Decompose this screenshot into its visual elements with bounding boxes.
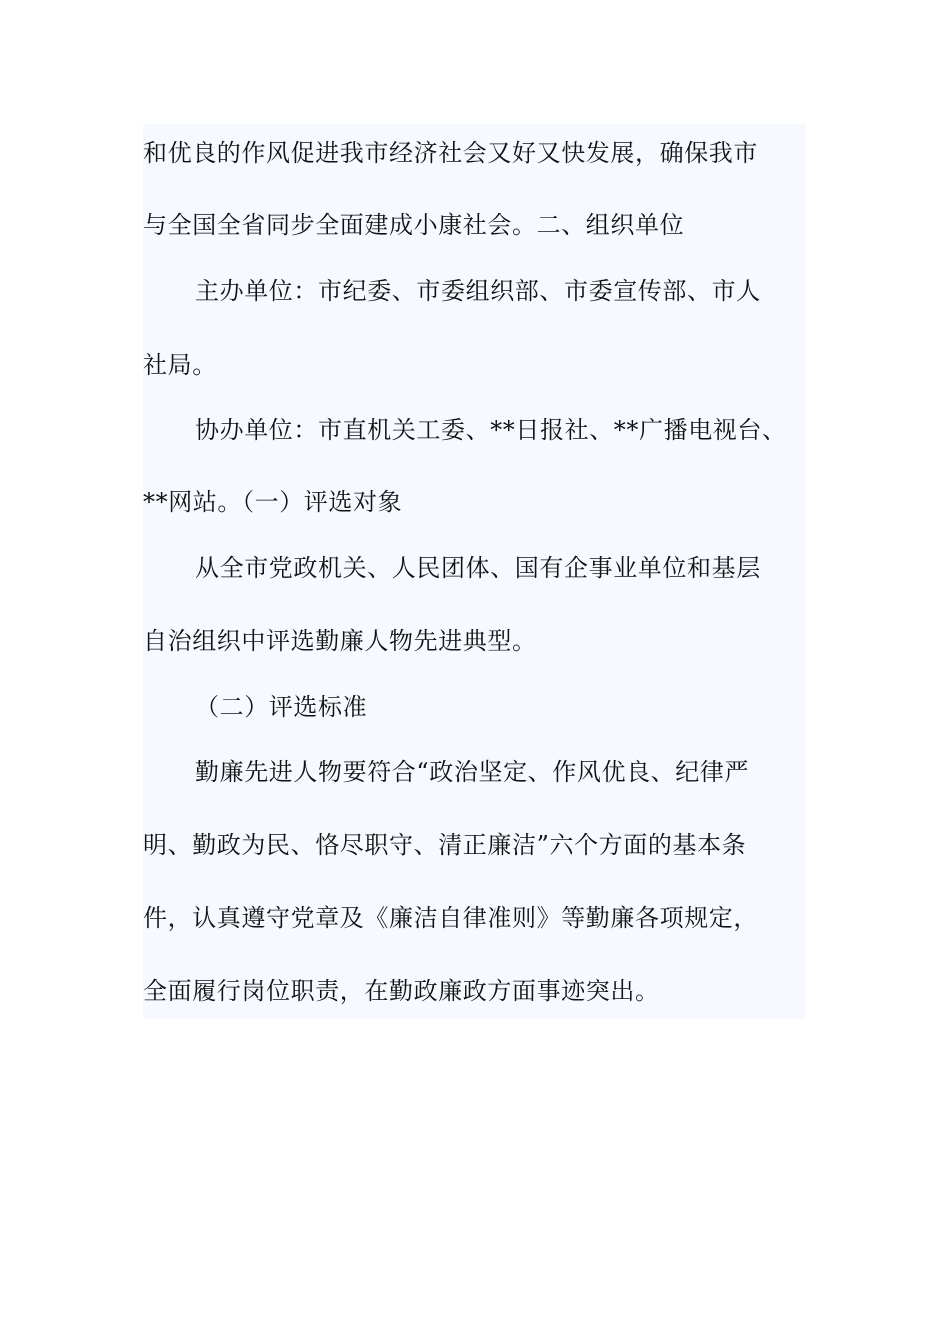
paragraph-line: 明、勤政为民、恪尽职守、清正廉洁”六个方面的基本条 [143,831,747,859]
document-body [143,124,806,1019]
paragraph-line: 社局。 [143,351,217,379]
section-heading: （二）评选标准 [195,693,368,721]
paragraph-line: 勤廉先进人物要符合“政治坚定、作风优良、纪律严 [195,758,750,786]
paragraph-line: 自治组织中评选勤廉人物先进典型。 [143,627,537,655]
paragraph-line: 主办单位：市纪委、市委组织部、市委宣传部、市人 [195,277,761,305]
paragraph-line: 与全国全省同步全面建成小康社会。二、组织单位 [143,211,685,239]
paragraph-line: 件，认真遵守党章及《廉洁自律准则》等勤廉各项规定， [143,904,758,932]
paragraph-line: 全面履行岗位职责，在勤政廉政方面事迹突出。 [143,977,660,1005]
paragraph-line: 协办单位：市直机关工委、**日报社、**广播电视台、 [195,416,787,444]
paragraph-line: 和优良的作风促进我市经济社会又好又快发展，确保我市 [143,139,758,167]
paragraph-line: **网站。（一）评选对象 [143,488,403,516]
paragraph-line: 从全市党政机关、人民团体、国有企事业单位和基层 [195,554,761,582]
